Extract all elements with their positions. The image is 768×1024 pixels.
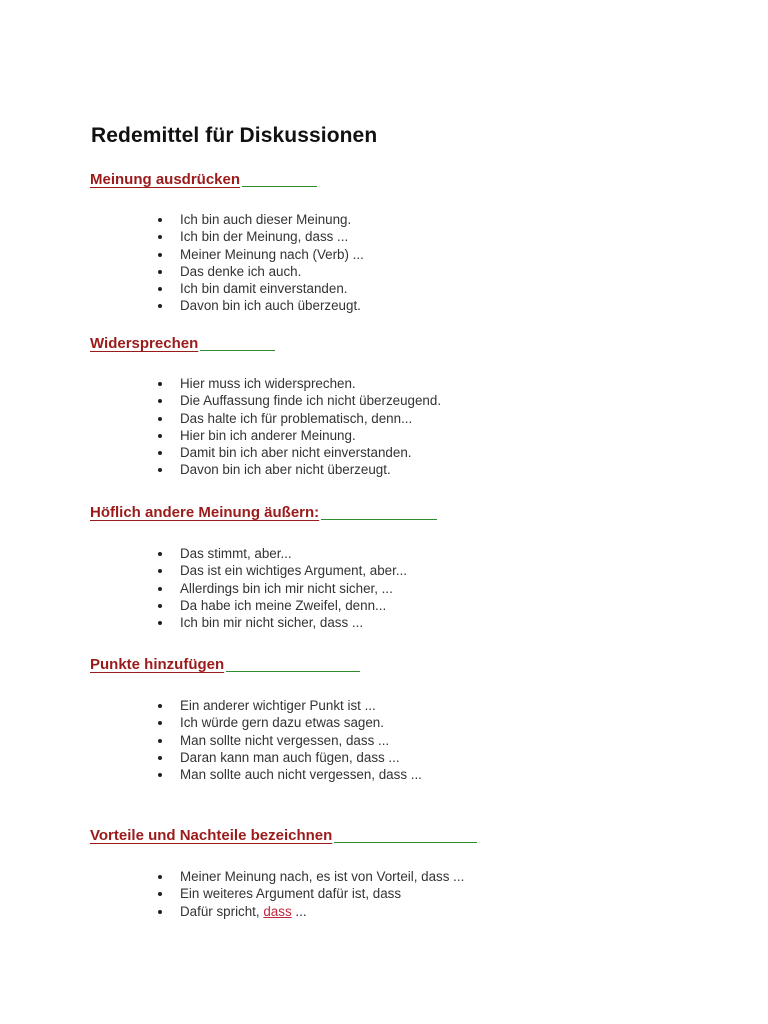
list-item: Ein anderer wichtiger Punkt ist ...	[156, 697, 422, 714]
section-heading	[90, 504, 437, 522]
list-item: Das stimmt, aber...	[156, 545, 407, 562]
list-item-prefix: Dafür spricht,	[180, 903, 264, 919]
page-title: Redemittel für Diskussionen	[91, 124, 378, 147]
section-heading	[90, 827, 477, 845]
list-item: Ich bin damit einverstanden.	[156, 280, 364, 297]
list-item: Man sollte auch nicht vergessen, dass ...	[156, 766, 422, 783]
section-heading	[90, 335, 275, 353]
list-item: Man sollte nicht vergessen, dass ...	[156, 732, 422, 749]
section-heading-text: Punkte hinzufügen	[90, 656, 225, 673]
heading-underline	[321, 519, 437, 520]
list-item: Meiner Meinung nach, es ist von Vorteil, dass ...	[156, 868, 464, 885]
bullet-list	[156, 868, 464, 920]
bullet-list	[156, 211, 364, 315]
list-item-suffix: ...	[291, 903, 307, 919]
list-item: Davon bin ich aber nicht überzeugt.	[156, 461, 441, 478]
list-item: Davon bin ich auch überzeugt.	[156, 297, 364, 314]
heading-underline	[200, 350, 275, 351]
list-item: Ich bin mir nicht sicher, dass ...	[156, 614, 407, 631]
section-heading-text: Vorteile und Nachteile bezeichnen	[90, 827, 333, 844]
heading-underline	[226, 671, 360, 672]
heading-underline	[334, 842, 477, 843]
section-heading-text: Widersprechen	[90, 335, 199, 352]
list-item: Hier bin ich anderer Meinung.	[156, 427, 441, 444]
list-item: Daran kann man auch fügen, dass ...	[156, 749, 422, 766]
section-heading-text: Meinung ausdrücken	[90, 171, 241, 188]
list-item: Hier muss ich widersprechen.	[156, 375, 441, 392]
bullet-list	[156, 545, 407, 631]
list-item: Ich würde gern dazu etwas sagen.	[156, 714, 422, 731]
section-heading	[90, 656, 360, 674]
list-item: Ich bin der Meinung, dass ...	[156, 228, 364, 245]
list-item: Das ist ein wichtiges Argument, aber...	[156, 562, 407, 579]
section-heading-text: Höflich andere Meinung äußern:	[90, 504, 320, 521]
list-item: Da habe ich meine Zweifel, denn...	[156, 597, 407, 614]
section-heading	[90, 171, 317, 189]
heading-underline	[242, 186, 317, 187]
list-item: Meiner Meinung nach (Verb) ...	[156, 246, 364, 263]
list-item	[156, 903, 464, 920]
bullet-list	[156, 375, 441, 479]
list-item: Die Auffassung finde ich nicht überzeugend.	[156, 392, 441, 409]
list-item: Allerdings bin ich mir nicht sicher, ...	[156, 580, 407, 597]
list-item: Das denke ich auch.	[156, 263, 364, 280]
list-item: Das halte ich für problematisch, denn...	[156, 410, 441, 427]
dass-link[interactable]: dass	[263, 903, 292, 919]
bullet-list	[156, 697, 422, 783]
list-item: Ein weiteres Argument dafür ist, dass	[156, 885, 464, 902]
list-item: Damit bin ich aber nicht einverstanden.	[156, 444, 441, 461]
list-item: Ich bin auch dieser Meinung.	[156, 211, 364, 228]
